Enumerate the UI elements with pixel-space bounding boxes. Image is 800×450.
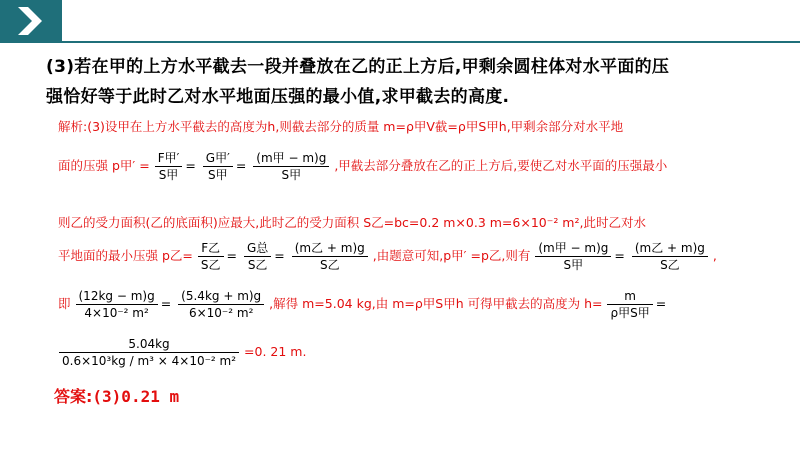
fraction — [632, 240, 708, 273]
fraction — [292, 240, 368, 273]
denominator: 0.6×10³kg / m³ × 4×10⁻² m² — [62, 354, 237, 368]
denominator: S甲 — [563, 258, 584, 272]
question-text — [46, 52, 766, 112]
solution-row-3: 则乙的受力面积(乙的底面积)应最大,此时乙的受力面积 S乙=bc=0.2 m×0.3 m=6×10⁻² m²,此时乙对水 — [58, 215, 646, 230]
row2-prefix: 面的压强 p甲′ = — [58, 158, 150, 173]
numerator: G甲′ — [203, 150, 233, 167]
numerator: G总 — [244, 240, 271, 257]
numerator: 5.04kg — [59, 336, 239, 353]
numerator: (5.4kg + m)g — [178, 288, 264, 305]
denominator: S乙 — [247, 258, 268, 272]
solution-row-5: 即 $\frac{(12kg - m)g}{\text{4×10⁻² m²}}$ = $\frac{(5.4kg + m)g}{\text{6×10⁻² m²}}$ ,解得 m=5.04 kg,由 m=ρ甲S甲h 可得甲截去的高度为 h= $\frac{m}{\text{ρ甲S甲}}$ = — [58, 289, 667, 320]
header-divider — [0, 41, 800, 43]
numerator: (m乙 + m)g — [632, 240, 708, 257]
answer — [54, 384, 179, 407]
row5-prefix: 即 — [58, 296, 71, 311]
denominator: S甲 — [158, 168, 179, 182]
denominator: S乙 — [200, 258, 221, 272]
denominator: 4×10⁻² m² — [84, 306, 149, 320]
row4-suffix: , — [712, 248, 717, 263]
denominator: S乙 — [660, 258, 680, 272]
denominator: S乙 — [319, 258, 340, 272]
solution-row-4: 平地面的最小压强 p乙= $\frac{\text{F乙}}{\text{S乙}}$ = $\frac{\text{G总}}{\text{S乙}}$ = $\frac{\text{(m乙 + m)g}}{\text{S乙}}$ ,由题意可知,p甲′ =p乙,则有 $\frac{\text{(m甲 − m)g}}{\text{S甲}}$ = $\frac{\text{(m乙 + m)g}}{\text{S乙}}$ , — [58, 241, 717, 272]
numerator: F甲′ — [155, 150, 183, 167]
numerator: F乙 — [198, 240, 224, 257]
solution-row-6 — [58, 336, 306, 369]
numerator: (m乙 + m)g — [292, 240, 368, 257]
denominator: ρ甲S甲 — [610, 306, 650, 320]
fraction — [198, 240, 224, 273]
row6-suffix: =0. 21 m. — [244, 344, 307, 359]
fraction — [535, 240, 611, 273]
fraction — [203, 150, 233, 183]
fraction — [155, 150, 183, 183]
numerator: (12kg − m)g — [76, 288, 158, 305]
numerator: (m甲 − m)g — [253, 150, 329, 167]
header-accent — [0, 0, 62, 42]
question-line-2: 强恰好等于此时乙对水平地面压强的最小值,求甲截去的高度. — [46, 87, 510, 107]
denominator: 6×10⁻² m² — [188, 306, 254, 320]
denominator: S甲 — [208, 168, 228, 182]
row2-suffix: ,甲截去部分叠放在乙的正上方后,要使乙对水平面的压强最小 — [334, 158, 668, 173]
solution-row-1: 解析:(3)设甲在上方水平截去的高度为h,则截去部分的质量 m=ρ甲V截=ρ甲S甲h,甲剩余部分对水平地 — [58, 119, 624, 134]
fraction — [244, 240, 271, 273]
numerator: m — [607, 288, 652, 305]
fraction — [253, 150, 329, 183]
row4-prefix: 平地面的最小压强 p乙= — [58, 248, 193, 263]
solution-row-2: 面的压强 p甲′ = $\frac{\text{F甲′}}{\text{S甲}}$ = $\frac{\text{G甲′}}{\text{S甲}}$ = $\frac{\text{(m甲 − m)g}}{\text{S甲}}$ ,甲截去部分叠放在乙的正上方后,要使乙对水平面的压强最小 — [58, 151, 668, 182]
chevron-right-icon — [14, 5, 48, 37]
denominator: S甲 — [281, 168, 302, 182]
row4-middle: ,由题意可知,p甲′ =p乙,则有 — [372, 248, 531, 263]
fraction — [76, 288, 158, 321]
fraction — [178, 288, 264, 321]
answer-value: (3)0.21 m — [92, 387, 180, 406]
numerator: (m甲 − m)g — [535, 240, 611, 257]
header-bar — [0, 0, 800, 42]
fraction — [59, 336, 239, 369]
fraction — [607, 288, 652, 321]
question-line-1: (3)若在甲的上方水平截去一段并叠放在乙的正上方后,甲剩余圆柱体对水平面的压 — [46, 57, 670, 77]
row5-middle: ,解得 m=5.04 kg,由 m=ρ甲S甲h 可得甲截去的高度为 h= — [269, 296, 603, 311]
answer-label: 答案: — [54, 387, 93, 406]
